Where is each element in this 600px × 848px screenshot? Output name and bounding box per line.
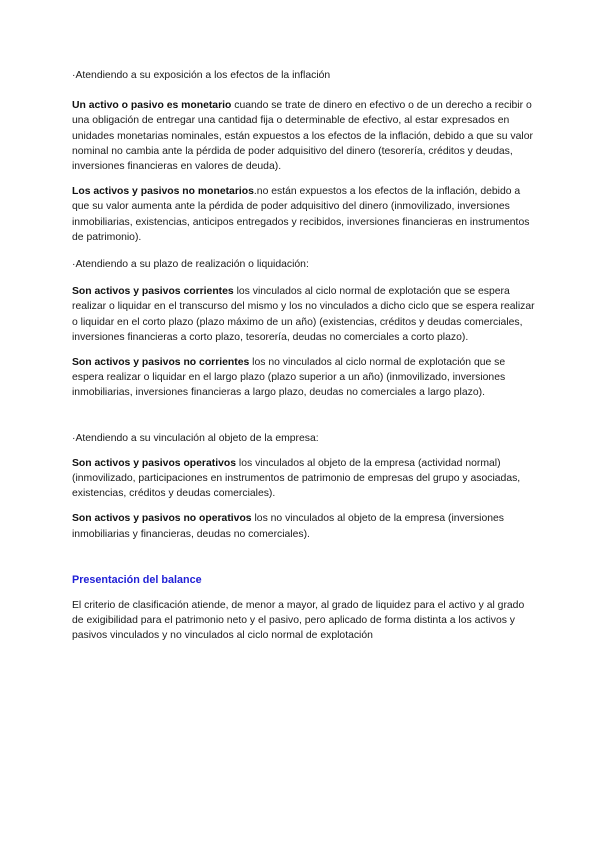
term-operating: Son activos y pasivos operativos	[72, 457, 237, 469]
paragraph-monetary: Un activo o pasivo es monetario cuando se trate de dinero en efectivo o de un derecho a recibir o una obligación de entregar una cantidad fija o determinable de efectivo, al estar expresados en unidades monetarias nominales, están expuestos a los efectos de la inflación, debido a que su valor nominal no cambia ante la pérdida de poder adquisitivo del dinero (tesorería, créditos y deudas, inversiones financieras en valores de deuda).	[72, 100, 533, 173]
paragraph-non-current: Son activos y pasivos no corrientes los no vinculados al ciclo normal de explotación que se espera realizar o liquidar en el largo plazo (plazo superior a un año) (inmovilizado, inversiones inmobiliarias, inversiones financieras a largo plazo, deudas no comerciales a largo plazo).	[72, 357, 506, 399]
section-intro-link: ·Atendiendo a su vinculación al objeto de la empresa:	[72, 432, 319, 444]
paragraph-non-monetary: Los activos y pasivos no monetarios.no están expuestos a los efectos de la inflación, debido a que su valor aumenta ante la pérdida de poder adquisitivo del dinero (inmovilizado, inversiones inmobiliarias, existencias, anticipos entregados y recibidos, inversiones financieras en instrumentos de patrimonio).	[72, 186, 530, 243]
paragraph-current: Son activos y pasivos corrientes los vinculados al ciclo normal de explotación que se espera realizar o liquidar en el transcurso del mismo y los no vinculados a dicho ciclo que se espera realizar o liquidar en el corto plazo (plazo máximo de un año) (existencias, créditos y deudas comerciales, inversiones financieras a corto plazo, tesorería, deudas no comerciales a corto plazo).	[72, 286, 535, 343]
term-non-operating: Son activos y pasivos no operativos	[72, 513, 252, 525]
paragraph-operating: Son activos y pasivos operativos los vinculados al objeto de la empresa (actividad normal) (inmovilizado, participaciones en instrumentos de patrimonio de empresas del grupo y asociadas, existencias, créditos y deudas comerciales).	[72, 457, 521, 500]
section-intro-term: ·Atendiendo a su plazo de realización o liquidación:	[72, 259, 309, 271]
paragraph-non-operating: Son activos y pasivos no operativos los no vinculados al objeto de la empresa (inversiones inmobiliarias y financieras, deudas no comerciales).	[72, 513, 504, 540]
term-current: Son activos y pasivos corrientes	[72, 286, 234, 298]
term-non-monetary: Los activos y pasivos no monetarios	[72, 186, 254, 198]
section-intro-inflation: ·Atendiendo a su exposición a los efectos de la inflación	[72, 70, 331, 81]
section-heading-balance: Presentación del balance	[72, 573, 202, 586]
term-non-current: Son activos y pasivos no corrientes	[72, 357, 250, 369]
term-monetary: Un activo o pasivo es monetario	[72, 100, 232, 112]
paragraph-criteria: El criterio de clasificación atiende, de menor a mayor, al grado de liquidez para el activo y al grado de exigibilidad para el patrimonio neto y el pasivo, pero aplicado de forma distinta a los activos y pasivos vinculados y no vinculados al ciclo normal de explotación	[72, 599, 525, 642]
